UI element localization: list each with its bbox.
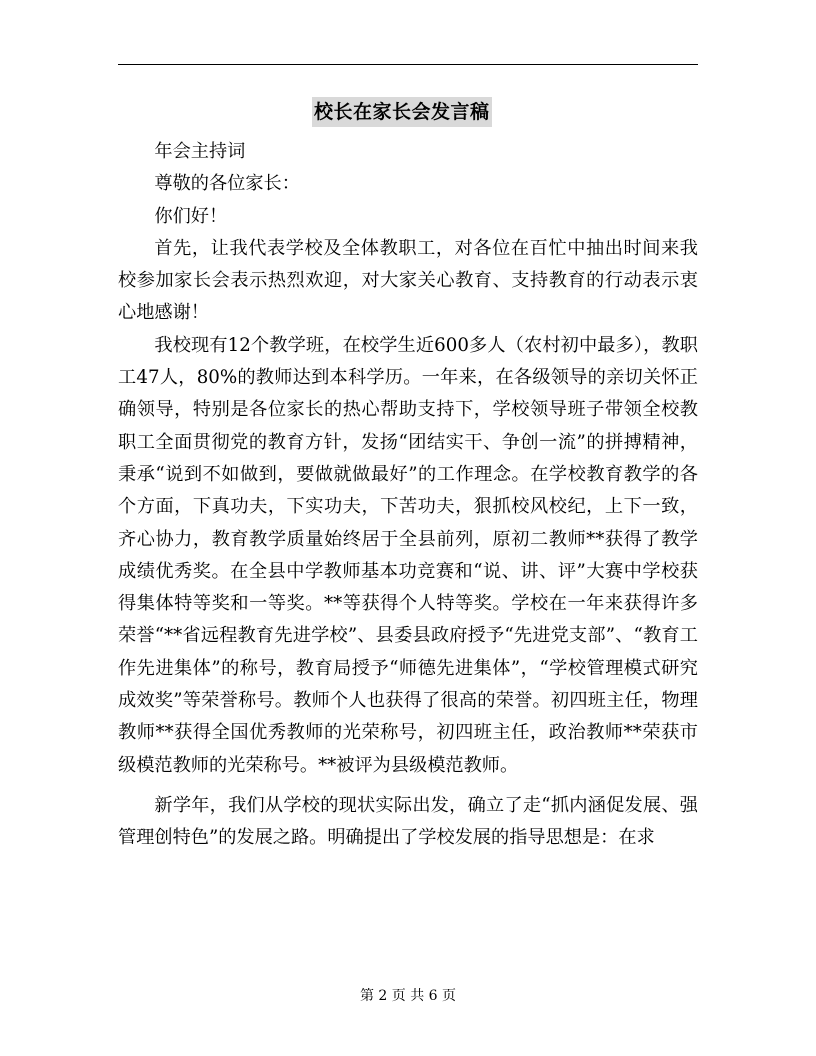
paragraph-annual-meeting-note: 年会主持词	[154, 141, 246, 162]
paragraph-welcome: 首先，让我代表学校及全体教职工，对各位在百忙中抽出时间来我校参加家长会表示热烈欢迎，对大家关心教育、支持教育的行动表示衷心地感谢！	[118, 237, 698, 324]
paragraph-school-achievements: 我校现有12个教学班，在校学生近600多人（农村初中最多），教职工47人，80%的教师达到本科学历。一年来，在各级领导的亲切关怀正确领导，特别是各位家长的热心帮助支持下，学校领导班子带领全校教职工全面贯彻党的教育方针，发扬“团结实干、争创一流”的拼搏精神，秉承“说到不如做到，要做就做最好”的工作理念。在学校教育教学的各个方面，下真功夫，下实功夫，下苦功夫，狠抓校风校纪，上下一致，齐心协力，教育教学质量始终居于全县前列，原初二教师**获得了教学成绩优秀奖。在全县中学教师基本功竞赛和“说、讲、评”大赛中学校获得集体特等奖和一等奖。**等获得个人特等奖。学校在一年来获得许多荣誉“**省远程教育先进学校”、县委县政府授予“先进党支部”、“教育工作先进集体”的称号，教育局授予“师德先进集体”，“学校管理模式研究成效奖”等荣誉称号。教师个人也获得了很高的荣誉。初四班主任，物理教师**获得全国优秀教师的光荣称号，初四班主任，政治教师**荣获市级模范教师的光荣称号。**被评为县级模范教师。	[118, 334, 698, 776]
page-number-footer: 第 2 页 共 6 页	[359, 988, 457, 1004]
document-title: 校长在家长会发言稿	[312, 97, 492, 127]
document-body	[118, 136, 698, 855]
paragraph-salutation: 尊敬的各位家长：	[154, 173, 300, 195]
paragraph-greeting: 你们好！	[154, 205, 228, 227]
header-rule	[118, 64, 698, 65]
paragraph-new-year-plan: 新学年，我们从学校的现状实际出发，确立了走“抓内涵促发展、强管理创特色”的发展之路。明确提出了学校发展的指导思想是：在求	[118, 794, 698, 849]
